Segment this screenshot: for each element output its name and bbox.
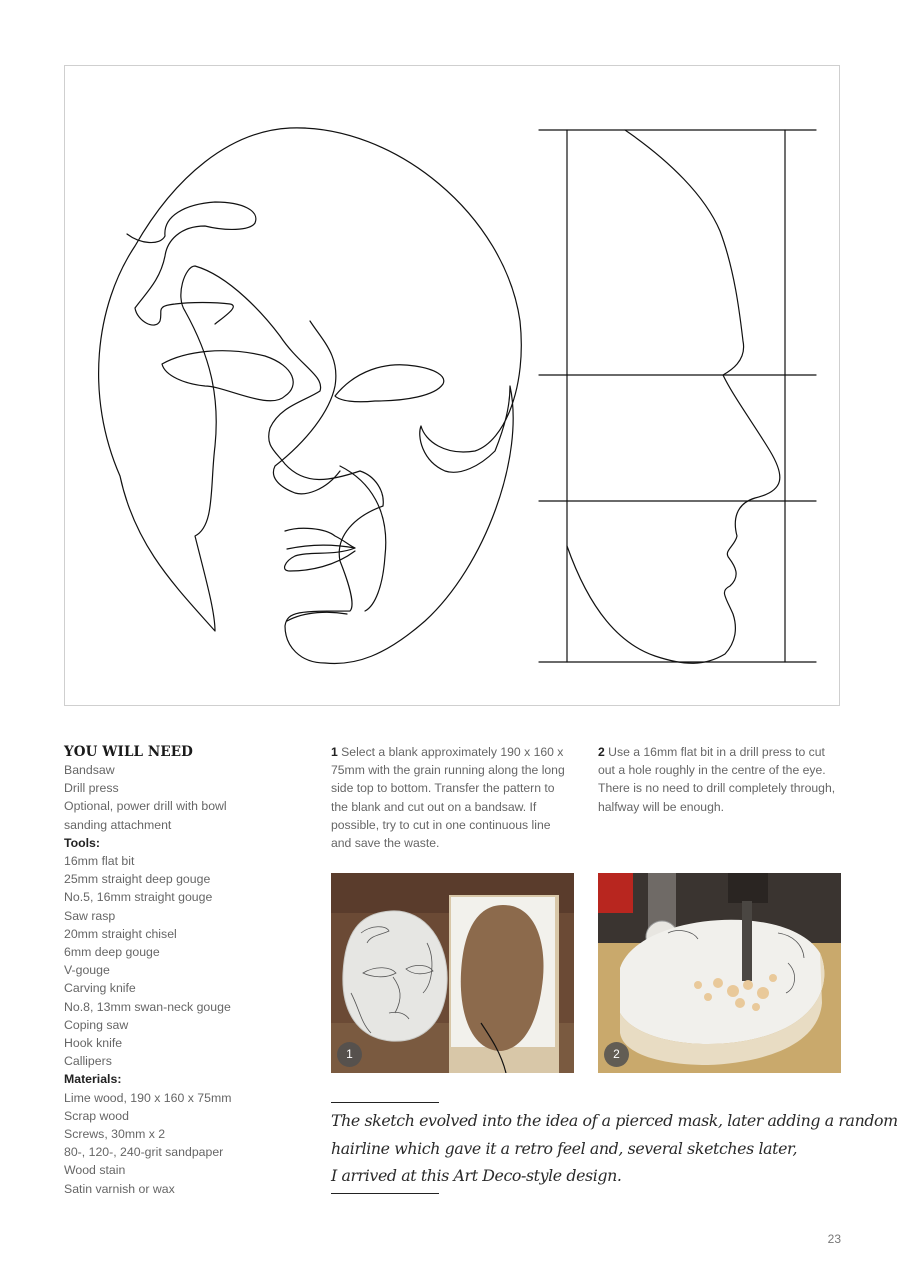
step-2-photo [598,873,841,1073]
mask-pattern-figure [64,65,840,706]
tool-item: 25mm straight deep gouge [64,872,211,887]
tool-item: No.8, 13mm swan-neck gouge [64,999,231,1014]
step-text: Use a 16mm flat bit in a drill press to cut out a hole roughly in the centre of the eye. There is no need to drill completely through, halfway will be enough. [598,745,836,814]
cheek-line [340,466,386,611]
tool-item: 16mm flat bit [64,854,135,869]
right-eye [335,365,444,402]
material-item: Scrap wood [64,1108,129,1123]
tool-item: Hook knife [64,1036,123,1051]
left-eye [162,351,293,401]
quote-line: hairline which gave it a retro feel and, several sketches later, [331,1138,798,1158]
tool-item: Saw rasp [64,908,116,923]
quote-line: I arrived at this Art Deco-style design. [331,1166,622,1185]
step-1 [331,743,571,852]
equipment-item: Bandsaw [64,763,115,777]
materials-label: Materials: [64,1072,122,1087]
step-number: 1 [331,745,338,759]
material-item: 80-, 120-, 240-grit sandpaper [64,1145,224,1160]
nose [273,321,340,494]
step-number: 2 [598,745,605,759]
tool-item: Coping saw [64,1017,129,1032]
mask-outline [99,128,522,664]
equipment-item: sanding attachment [64,817,172,832]
equipment-item: Drill press [64,781,119,796]
pull-quote [331,1107,898,1190]
tool-item: Callipers [64,1054,112,1069]
material-item: Wood stain [64,1163,126,1178]
mask-pattern-drawing [65,66,841,707]
quote-rule-top [331,1102,439,1103]
step-text: Select a blank approximately 190 x 160 x 75mm with the grain running along the long side top to bottom. Transfer the pattern to the blank and cut out on a bandsaw. If possible, try to cut in one continuous line and save the waste. [331,745,565,851]
tool-item: 20mm straight chisel [64,926,177,941]
side-profile [567,130,780,663]
tools-label: Tools: [64,835,100,850]
photo-badge: 1 [337,1042,362,1067]
mouth-line [287,545,355,549]
hair-swirl [127,202,256,325]
step-1-photo [331,873,574,1073]
quote-line: The sketch evolved into the idea of a pierced mask, later adding a random [331,1111,898,1130]
step-2 [598,743,838,816]
tool-item: Carving knife [64,981,136,996]
you-will-need-list [64,743,294,1198]
cut-blank-illustration [331,873,574,1073]
drill-press-illustration [598,873,841,1073]
equipment-item: Optional, power drill with bowl [64,799,227,814]
tool-item: 6mm deep gouge [64,945,160,960]
photo-badge: 2 [604,1042,629,1067]
tool-item: No.5, 16mm straight gouge [64,890,213,905]
material-item: Lime wood, 190 x 160 x 75mm [64,1090,232,1105]
tool-item: V-gouge [64,963,110,978]
quote-rule-bottom [331,1193,439,1194]
page-number: 23 [827,1232,841,1246]
material-item: Satin varnish or wax [64,1181,175,1196]
material-item: Screws, 30mm x 2 [64,1127,166,1142]
you-will-need-heading: YOU WILL NEED [64,744,193,760]
